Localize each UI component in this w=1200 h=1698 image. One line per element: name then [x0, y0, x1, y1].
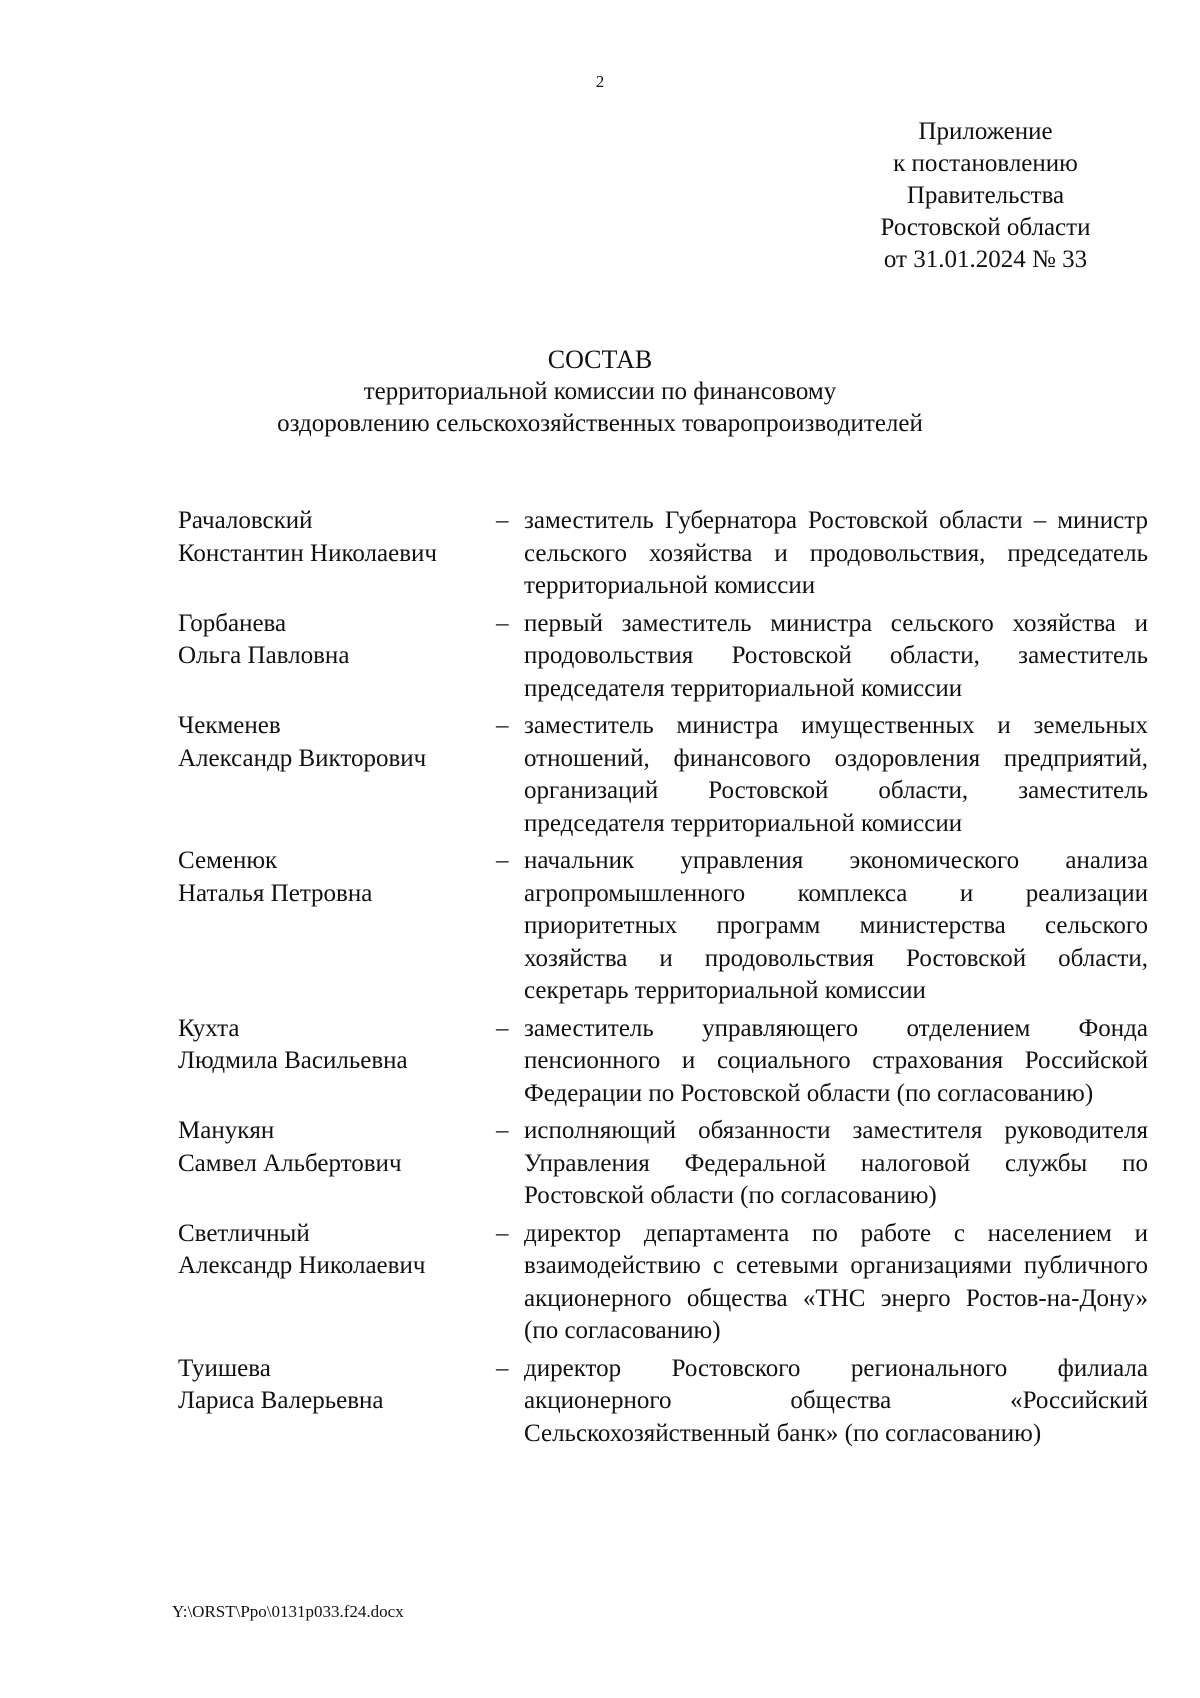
member-row [178, 1115, 1148, 1213]
member-dash: – [496, 847, 509, 874]
member-row [178, 608, 1148, 706]
members-list [178, 505, 1148, 1455]
document-title: СОСТАВ [547, 345, 653, 374]
member-name [178, 1115, 496, 1180]
member-row [178, 1218, 1148, 1348]
member-role: начальник управления экономического анализа агропромышленного комплекса и реализации приоритетных программ министерства сельского хозяйства и продовольствия Ростовской области, секретарь территориальной комиссии [524, 847, 1148, 1004]
member-surname: Рачаловский [178, 507, 313, 534]
member-role: заместитель управляющего отделением Фонда пенсионного и социального страхования Российской Федерации по Ростовской области (по согласованию) [524, 1014, 1148, 1107]
member-given-names: Людмила Васильевна [178, 1047, 408, 1074]
member-row [178, 1013, 1148, 1111]
member-dash: – [496, 1014, 509, 1042]
member-given-names: Константин Николаевич [178, 539, 437, 567]
member-row [178, 845, 1148, 1008]
member-name [178, 505, 496, 570]
subtitle-line: территориальной комиссии по финансовому [363, 378, 837, 405]
member-given-names: Ольга Павловна [178, 642, 350, 669]
appendix-line: Приложение [918, 118, 1053, 145]
member-dash: – [496, 1354, 509, 1382]
page-number: 2 [595, 72, 605, 91]
member-name [178, 608, 496, 673]
member-given-names: Александр Викторович [178, 744, 427, 772]
member-surname: Кухта [178, 1014, 240, 1042]
member-name [178, 1353, 496, 1418]
member-row [178, 505, 1148, 603]
member-surname: Манукян [178, 1117, 275, 1144]
member-name [178, 845, 496, 910]
appendix-line: к постановлению [893, 150, 1078, 177]
member-given-names: Александр Николаевич [178, 1252, 426, 1279]
member-given-names: Самвел Альбертович [178, 1149, 402, 1177]
member-dash: – [496, 507, 509, 534]
appendix-line: от 31.01.2024 № 33 [883, 246, 1088, 273]
appendix-line: Ростовской области [880, 214, 1091, 241]
member-dash: – [496, 609, 509, 637]
member-role: исполняющий обязанности заместителя руководителя Управления Федеральной налоговой службы по Ростовской области (по согласованию) [524, 1117, 1148, 1209]
member-surname: Светличный [178, 1219, 310, 1247]
member-surname: Семенюк [178, 847, 278, 874]
member-surname: Туишева [178, 1354, 271, 1382]
member-row [178, 710, 1148, 840]
member-role: директор Ростовского регионального филиала акционерного общества «Российский Сельскохозяйственный банк» (по согласованию) [524, 1354, 1148, 1447]
member-role: заместитель Губернатора Ростовской области – министр сельского хозяйства и продовольствия, председатель территориальной комиссии [524, 507, 1148, 599]
member-dash: – [496, 1117, 509, 1144]
member-surname: Горбанева [178, 609, 287, 637]
member-name [178, 710, 496, 775]
member-surname: Чекменев [178, 712, 281, 739]
member-name [178, 1013, 496, 1078]
document-subtitle [0, 376, 1200, 440]
member-role: заместитель министра имущественных и земельных отношений, финансового оздоровления предприятий, организаций Ростовской области, заместитель председателя территориальной комиссии [524, 712, 1148, 837]
member-dash: – [496, 712, 509, 739]
member-name [178, 1218, 496, 1283]
member-role: директор департамента по работе с населением и взаимодействию с сетевыми организациями публичного акционерного общества «ТНС энерго Ростов-на-Дону» (по согласованию) [524, 1219, 1148, 1344]
subtitle-line: оздоровлению сельскохозяйственных товаропроизводителей [277, 410, 923, 437]
member-given-names: Лариса Валерьевна [178, 1387, 384, 1414]
appendix-block [848, 116, 1123, 276]
member-given-names: Наталья Петровна [178, 879, 373, 907]
footer-file-path: Y:\ORST\Ppo\0131p033.f24.docx [172, 1602, 404, 1621]
member-row [178, 1353, 1148, 1451]
member-role: первый заместитель министра сельского хозяйства и продовольствия Ростовской области, заместитель председателя территориальной комиссии [524, 609, 1148, 702]
member-dash: – [496, 1219, 509, 1247]
appendix-line: Правительства [906, 182, 1065, 209]
